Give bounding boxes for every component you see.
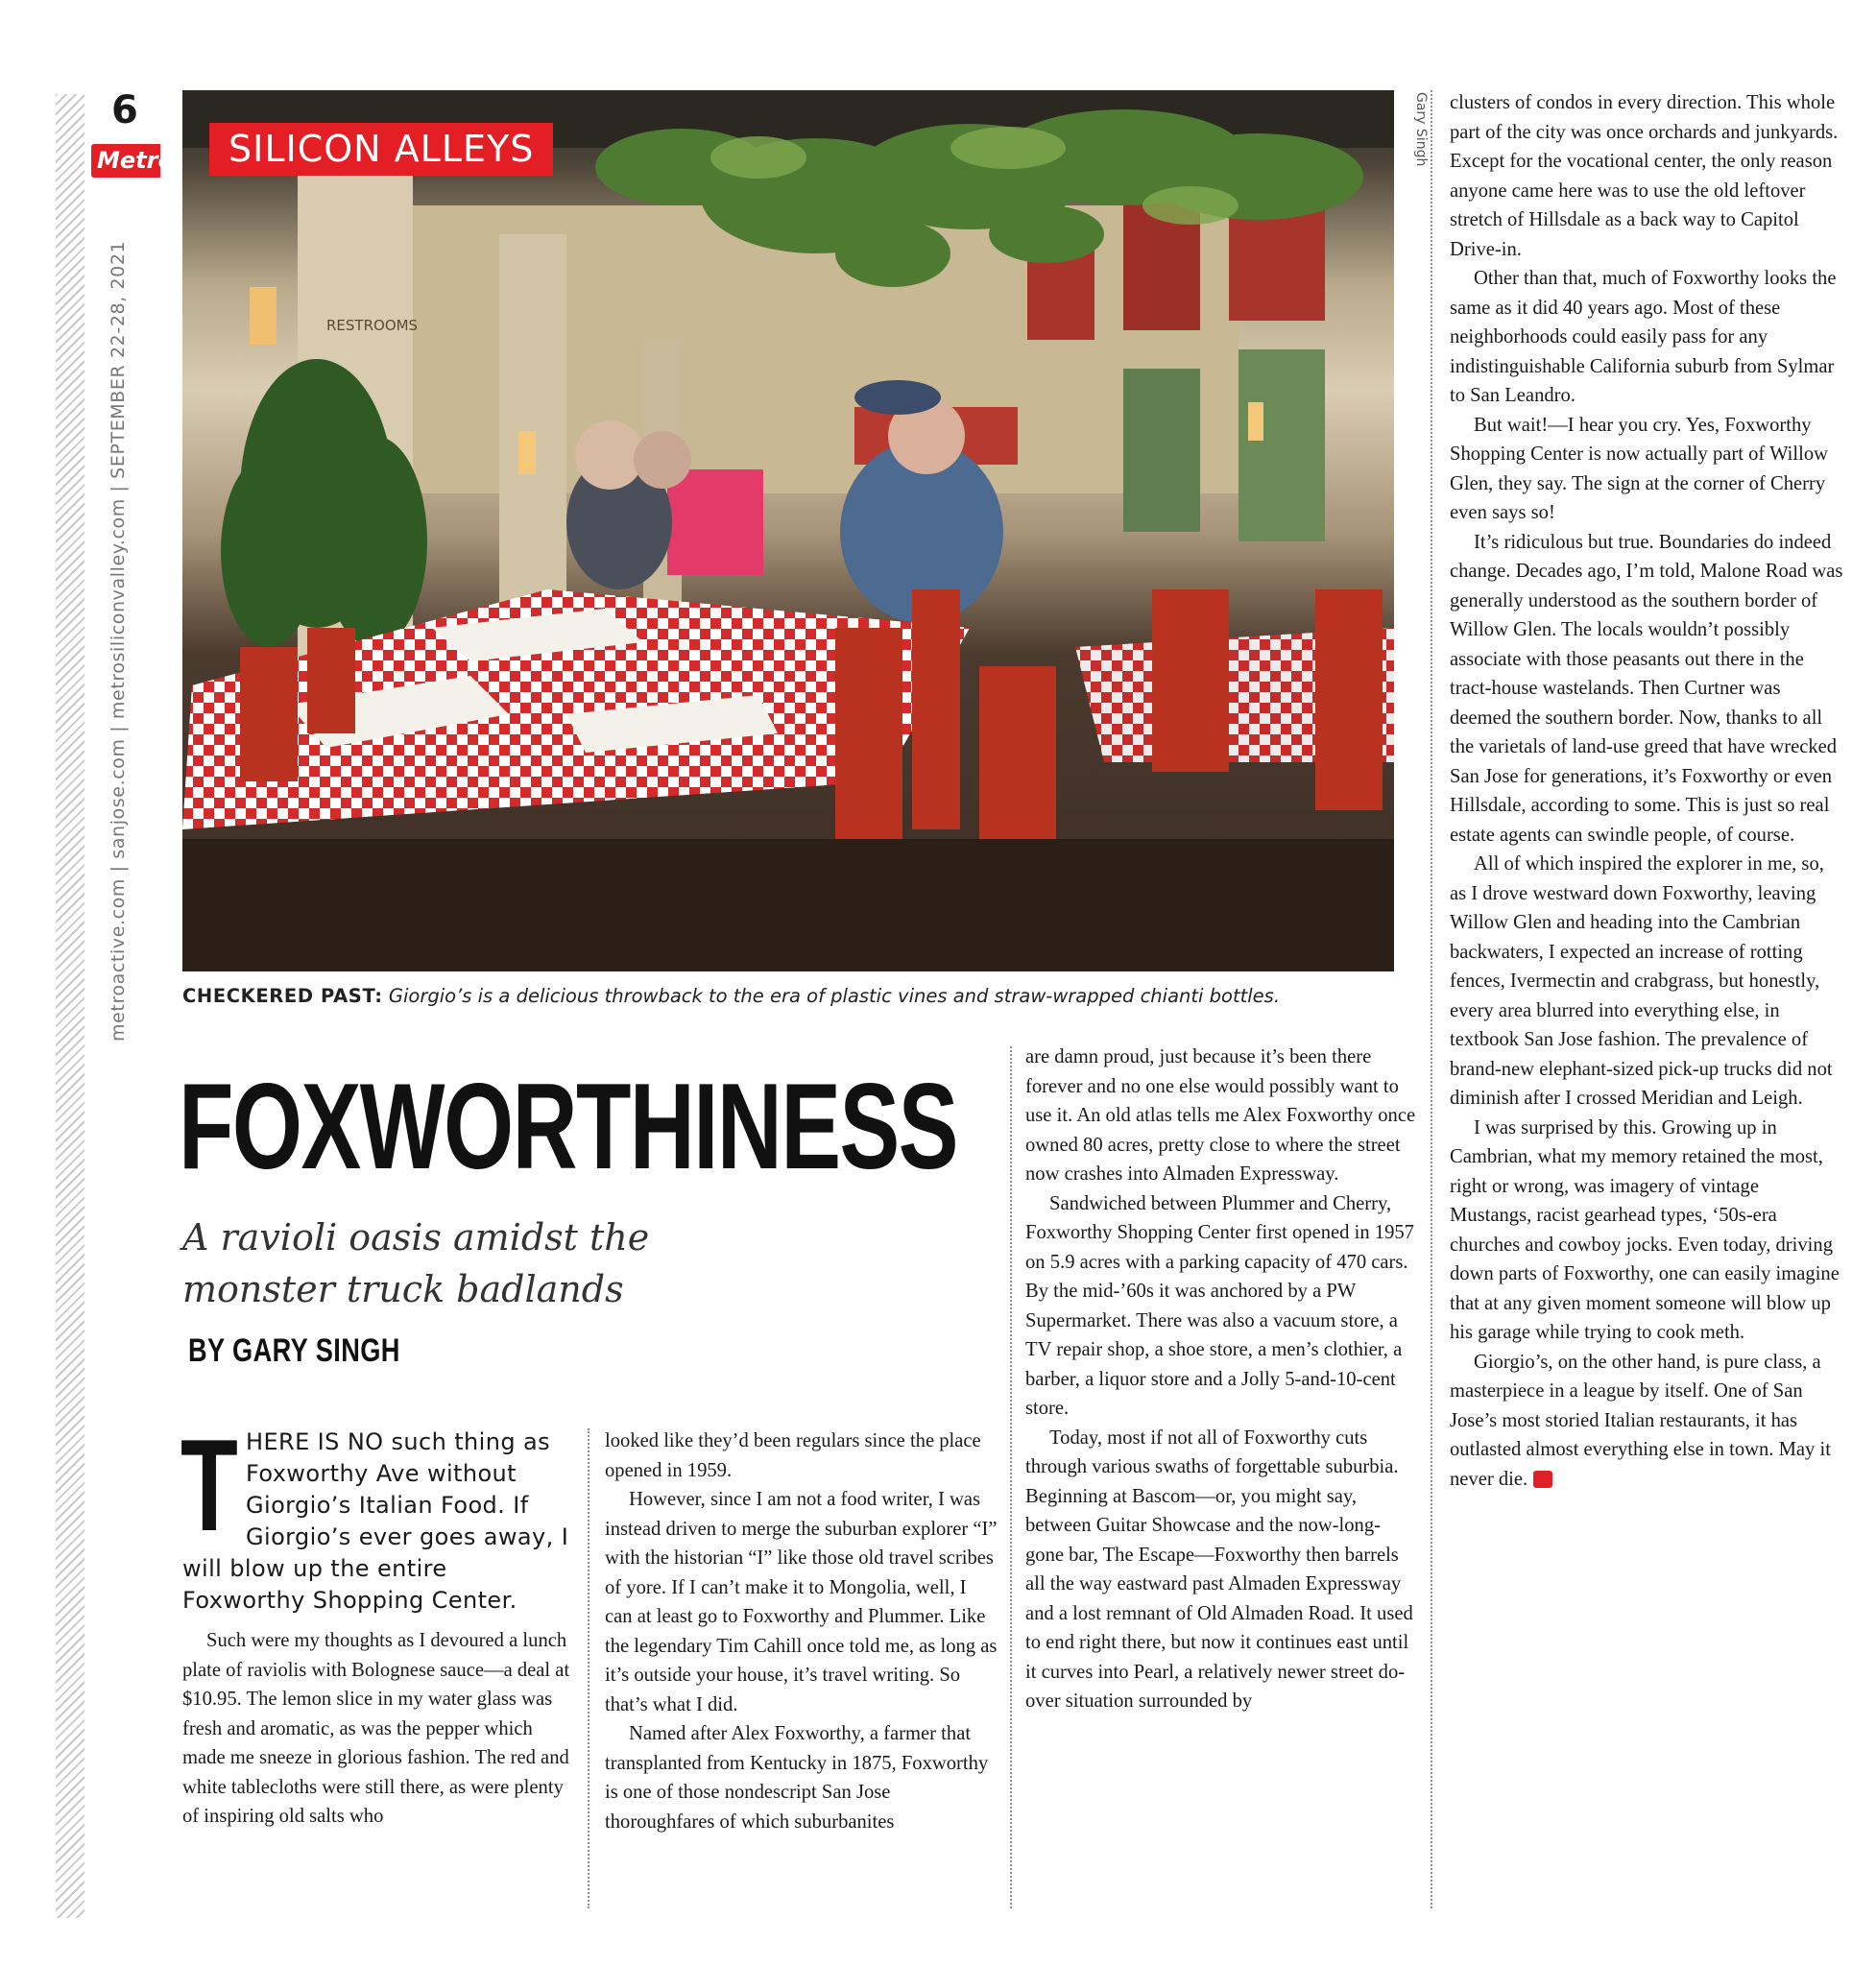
restaurant-photo <box>182 90 1394 971</box>
dek: A ravioli oasis amidst the monster truck badlands <box>182 1216 650 1310</box>
column-rule-2 <box>1010 1046 1012 1908</box>
paragraph: looked like they’d been regulars since the place opened in 1959. <box>605 1430 981 1481</box>
byline: BY GARY SINGH <box>188 1332 400 1369</box>
lead-text: HERE IS NO such thing as Foxworthy Ave without Giorgio’s Italian Food. If Giorgio’s ever goes away, I will blow up the entire Foxworthy Shopping Center. <box>182 1428 569 1614</box>
restrooms-sign: RESTROOMS <box>326 317 419 334</box>
restaurant-photo-illustration <box>182 90 1394 971</box>
paragraph: It’s ridiculous but true. Boundaries do indeed change. Decades ago, I’m told, Malone Road was generally understood as the southern border of Willow Glen. The locals wouldn’t possibly associate with those peasants out there in the tract-house wastelands. Then Curtner was deemed the southern border. Now, thanks to all the varietals of land-use greed that have wrecked San Jose for generations, it’s Foxworthy or even Hillsdale, according to some. This is just so real estate agents can swindle people, of course. <box>1450 531 1843 846</box>
column-rule-1 <box>588 1428 589 1908</box>
paragraph: Sandwiched between Plummer and Cherry, Foxworthy Shopping Center first opened in 1957 on 5.9 acres with a parking capacity of 470 cars. By the mid-’60s it was anchored by a PW Supermarket. There was also a vacuum store, a TV repair shop, a shoe store, a men’s clothier, a barber, a liquor store and a Jolly 5-and-10-cent store. <box>1025 1192 1414 1419</box>
final-paragraph-text: Giorgio’s, on the other hand, is pure class, a masterpiece in a league by itself. One of San Jose’s most storied Italian restaurants, it has outlasted almost everything else in town. May it never die. <box>1450 1351 1831 1490</box>
paragraph: Other than that, much of Foxworthy looks the same as it did 40 years ago. Most of these neighborhoods could easily pass for any indistinguishable California suburb from Sylmar to San Leandro. <box>1450 268 1837 406</box>
paragraph: Such were my thoughts as I devoured a lunch plate of raviolis with Bolognese sauce—a deal at $10.95. The lemon slice in my water glass was fresh and aromatic, as was the pepper which made me sneeze in glorious fashion. The red and white tablecloths were still there, as were plenty of inspiring old salts who <box>182 1630 570 1827</box>
paragraph: Today, most if not all of Foxworthy cuts through various swaths of forgettable suburbia. Beginning at Bascom—or, you might say, between Guitar Showcase and the now-long-gone bar, The Escape—Foxworthy then barrels all the way eastward past Almaden Expressway and a lost remnant of Old Almaden Road. It used to end right there, but now it continues east until it curves into Pearl, a relatively newer street do-over situation surrounded by <box>1025 1427 1413 1712</box>
article-column-3 <box>1025 1043 1419 1716</box>
paragraph: However, since I am not a food writer, I was instead driven to merge the suburban explorer “I” with the historian “I” like those old travel scribes of yore. If I can’t make it to Mongolia, well, I can at least go to Foxworthy and Plummer. Like the legendary Tim Cahill once told me, as long as it’s outside your house, it’s travel writing. So that’s what I did. <box>605 1489 998 1715</box>
article-column-4 <box>1450 88 1843 1494</box>
lead-paragraph <box>180 1412 572 1617</box>
paragraph: All of which inspired the explorer in me, so, as I drove westward down Foxworthy, leaving Willow Glen and heading into the Cambrian backwaters, I expected an increase of rotting fences, Ivermectin and crabgrass, but honestly, every area blurred into everything else, in textbook San Jose fashion. The prevalence of brand-new elephant-sized pick-up trucks did not diminish after I crossed Meridian and Leigh. <box>1450 853 1833 1109</box>
section-tag: SILICON ALLEYS <box>209 123 553 176</box>
caption-body: Giorgio’s is a delicious throwback to the era of plastic vines and straw-wrapped chianti bottles. <box>382 985 1281 1007</box>
hatched-gutter <box>56 94 84 1918</box>
paragraph: But wait!—I hear you cry. Yes, Foxworthy Shopping Center is now actually part of Willow Glen, they say. The sign at the corner of Cherry even says so! <box>1450 414 1829 523</box>
page-number: 6 <box>111 88 138 132</box>
photo-caption <box>182 985 1394 1007</box>
paragraph: clusters of condos in every direction. This whole part of the city was once orchards and junkyards. Except for the vocational center, the only reason anyone came here was to use the old leftover stretch of Hillsdale as a back way to Capitol Drive-in. <box>1450 92 1839 260</box>
headline: FOXWORTHINESS <box>179 1058 957 1194</box>
drop-cap: T <box>180 1412 238 1558</box>
side-credit-line: metroactive.com | sanjose.com | metrosiliconvalley.com | SEPTEMBER 22-28, 2021 <box>108 240 129 1042</box>
paragraph: I was surprised by this. Growing up in Cambrian, what my memory retained the most, right or wrong, was imagery of vintage Mustangs, racist gearhead types, ‘50s-era churches and cowboy jocks. Even today, driving down parts of Foxworthy, one can easily imagine that at any given moment someone will blow up his garage while trying to cook meth. <box>1450 1116 1840 1343</box>
final-paragraph <box>1450 1348 1843 1495</box>
paragraph: Named after Alex Foxworthy, a farmer that transplanted from Kentucky in 1875, Foxworthy is one of those nondescript San Jose thoroughfares of which suburbanites <box>605 1723 989 1833</box>
metro-logo: Metro <box>91 144 160 178</box>
caption-lead: CHECKERED PAST: <box>182 985 383 1007</box>
article-column-2 <box>605 1427 998 1836</box>
paragraph: are damn proud, just because it’s been there forever and no one else would possibly want to use it. An old atlas tells me Alex Foxworthy once owned 80 acres, pretty close to where the street now crashes into Almaden Expressway. <box>1025 1046 1416 1185</box>
column-rule-3 <box>1431 90 1432 1908</box>
article-column-1 <box>180 1412 572 1832</box>
photo-credit: Gary Singh <box>1413 92 1429 167</box>
end-mark-icon: M <box>1533 1471 1552 1488</box>
